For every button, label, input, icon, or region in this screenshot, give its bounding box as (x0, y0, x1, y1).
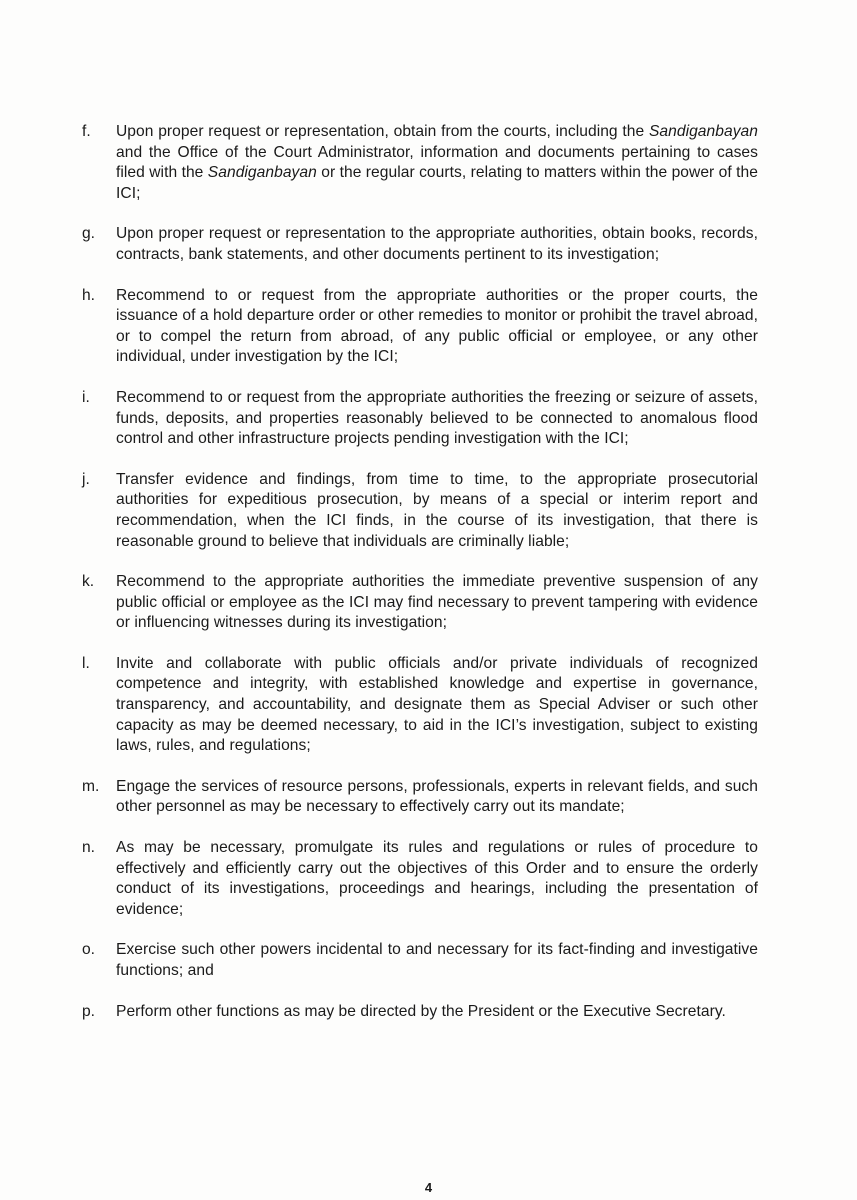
list-item-k (78, 572, 758, 634)
item-letter: l. (82, 654, 90, 672)
item-letter: i. (82, 388, 90, 406)
item-text: Engage the services of resource persons, professionals, experts in relevant fields, and such other personnel as may be necessary to effectively carry out its mandate; (116, 777, 758, 816)
list-item-j (78, 470, 758, 552)
item-text: Upon proper request or representation to the appropriate authorities, obtain books, records, contracts, bank statements, and other documents pertinent to its investigation; (116, 225, 758, 263)
item-text: Perform other functions as may be directed by the President or the Executive Secretary. (116, 1002, 726, 1020)
item-text: Recommend to the appropriate authorities the immediate preventive suspension of any public official or employee as the ICI may find necessary to prevent tampering with evidence or influencing witnesses during its investigation; (116, 573, 758, 632)
list-item-l (78, 654, 758, 757)
item-letter: m. (82, 777, 100, 795)
list-item-f (78, 122, 758, 204)
list-item-h (78, 286, 758, 368)
list-item-n (78, 838, 758, 920)
item-letter: h. (82, 286, 96, 304)
list-item-m (78, 777, 758, 818)
italic-term: Sandiganbayan (648, 123, 758, 140)
list-item-g (78, 224, 758, 265)
item-letter: j. (82, 470, 90, 488)
list-item-o (78, 940, 758, 981)
list-item-p (78, 1002, 758, 1023)
italic-term: Sandiganbayan (207, 164, 317, 182)
list-item-i (78, 388, 758, 450)
item-letter: f. (82, 123, 91, 140)
item-letter: n. (82, 839, 96, 857)
item-letter: o. (82, 941, 96, 959)
item-letter: k. (82, 573, 95, 591)
item-text: Exercise such other powers incidental to and necessary for its fact-finding and investigative functions; and (116, 941, 758, 979)
item-text: Upon proper request or representation, obtain from the courts, including the Sandiganbayan and the Office of the Court Administrator, information and documents pertaining to cases filed with the Sandiganbayan or the regular courts, relating to matters within the power of the ICI; (116, 123, 758, 202)
item-text: Transfer evidence and findings, from time to time, to the appropriate prosecutorial authorities for expeditious prosecution, by means of a special or interim report and recommendation, when the ICI finds, in the course of its investigation, that there is reasonable ground to believe that individuals are criminally liable; (116, 470, 758, 550)
item-text: Recommend to or request from the appropriate authorities the freezing or seizure of assets, funds, deposits, and properties reasonably believed to be connected to anomalous flood control and other infrastructure projects pending investigation with the ICI; (116, 388, 758, 448)
item-letter: g. (82, 225, 96, 243)
item-letter: p. (82, 1002, 96, 1020)
item-text: Invite and collaborate with public officials and/or private individuals of recognized competence and integrity, with established knowledge and expertise in governance, transparency, and accountability, and designate them as Special Adviser or such other capacity as may be deemed necessary, to aid in the ICI’s investigation, subject to existing laws, rules, and regulations; (116, 654, 758, 755)
item-text: Recommend to or request from the appropriate authorities or the proper courts, the issuance of a hold departure order or other remedies to monitor or prohibit the travel abroad, or to compel the return from abroad, of any public official or employee, or any other individual, under investigation by the ICI; (116, 286, 758, 366)
item-text: As may be necessary, promulgate its rules and regulations or rules of procedure to effectively and efficiently carry out the objectives of this Order and to ensure the orderly conduct of its investigations, proceedings and hearings, including the presentation of evidence; (116, 839, 758, 918)
powers-list (78, 122, 758, 1042)
page-number: 4 (424, 1180, 433, 1195)
